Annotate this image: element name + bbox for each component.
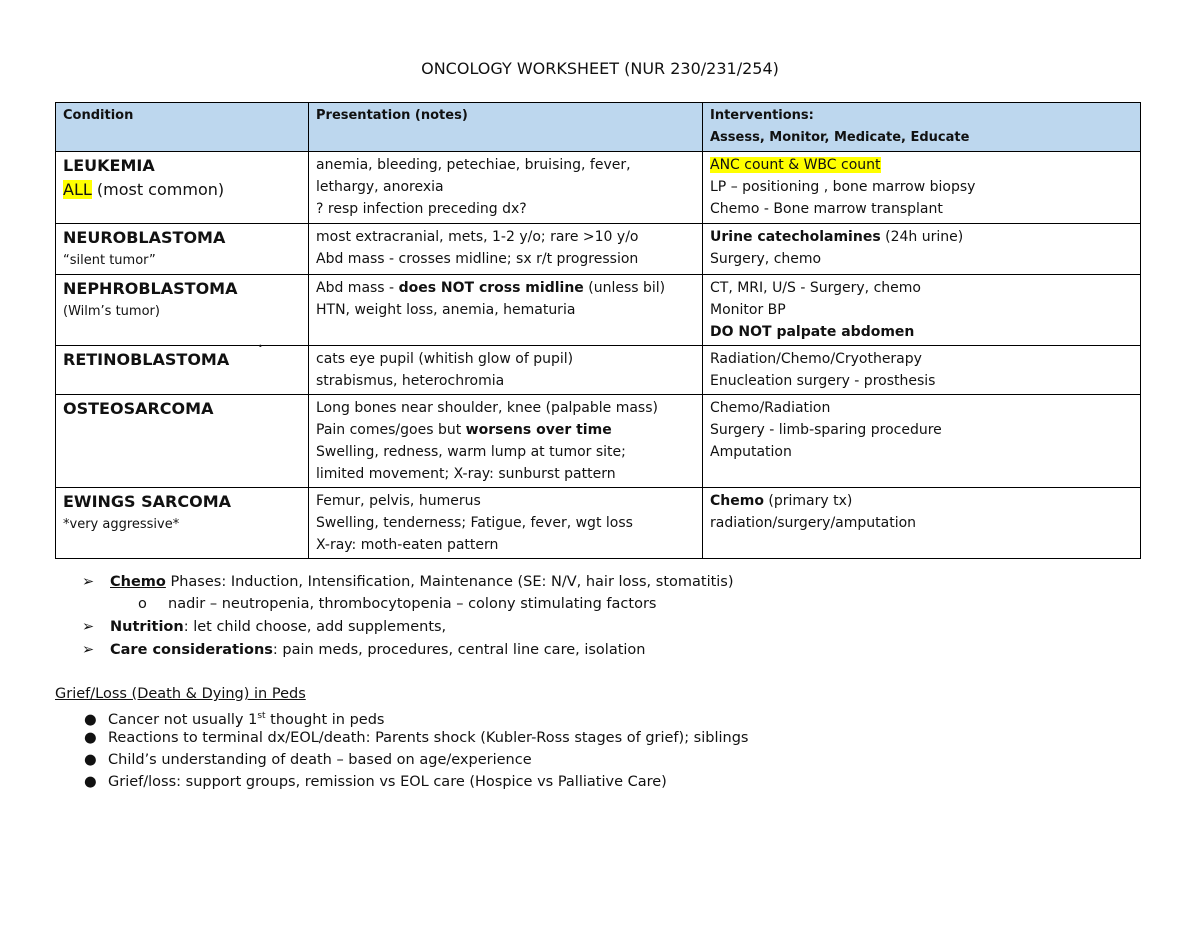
arrow-bullet-icon: ➢: [82, 619, 95, 635]
presentation-line: X-ray: moth-eaten pattern: [316, 537, 499, 553]
presentation-cell: [309, 224, 703, 275]
arrow-bullet-icon: ➢: [82, 642, 95, 658]
arrow-bullet-icon: ➢: [82, 574, 95, 590]
note-chemo: [0, 571, 734, 593]
presentation-line: [316, 277, 695, 299]
presentation-cell: [309, 488, 703, 559]
presentation-line: limited movement; X-ray: sunburst pattern: [316, 466, 616, 482]
intervention-line: Surgery, chemo: [710, 251, 822, 267]
condition-subtitle: *very aggressive*: [63, 517, 180, 532]
presentation-cell: [309, 275, 703, 346]
presentation-cell: [309, 395, 703, 488]
header-interventions-line2: Assess, Monitor, Medicate, Educate: [710, 130, 970, 145]
grief-item: [0, 771, 667, 793]
grief-item: [0, 749, 532, 771]
intervention-line: Chemo - Bone marrow transplant: [710, 201, 943, 217]
grief-text: Child’s understanding of death – based on age/experience: [108, 752, 532, 768]
table-row: [56, 224, 1141, 275]
grief-text: thought in peds: [265, 711, 385, 728]
grief-heading: Grief/Loss (Death & Dying) in Peds: [55, 686, 306, 702]
condition-subtitle: (Wilm’s tumor): [63, 304, 160, 319]
condition-cell: [56, 152, 309, 224]
intervention-line: LP – positioning , bone marrow biopsy: [710, 179, 976, 195]
grief-text: Cancer not usually 1: [108, 711, 258, 728]
presentation-line: ? resp infection preceding dx?: [316, 201, 527, 217]
header-condition: Condition: [56, 103, 309, 152]
bold-text: does NOT cross midline: [398, 280, 584, 296]
condition-name: OSTEOSARCOMA: [63, 399, 214, 418]
table-row: [56, 346, 1141, 395]
condition-subtitle: “silent tumor”: [63, 253, 156, 268]
intervention-line: Radiation/Chemo/Cryotherapy: [710, 351, 922, 367]
disc-bullet-icon: ●: [84, 752, 97, 768]
intervention-line: [710, 226, 1133, 248]
header-interventions-line1: Interventions:: [710, 108, 814, 123]
presentation-cell: [309, 346, 703, 395]
condition-name: RETINOBLASTOMA: [63, 350, 230, 369]
note-text: nadir – neutropenia, thrombocytopenia – colony stimulating factors: [168, 596, 657, 612]
presentation-text: (unless bil): [583, 280, 666, 296]
presentation-line: HTN, weight loss, anemia, hematuria: [316, 302, 576, 318]
presentation-line: lethargy, anorexia: [316, 179, 444, 195]
presentation-line: Femur, pelvis, humerus: [316, 493, 481, 509]
bold-text: Urine catecholamines: [710, 229, 881, 245]
interventions-cell: [703, 224, 1141, 275]
table-row: [56, 488, 1141, 559]
table-row: [56, 395, 1141, 488]
disc-bullet-icon: ●: [84, 774, 97, 790]
condition-name: LEUKEMIA: [63, 156, 155, 175]
intervention-line-bold: DO NOT palpate abdomen: [710, 324, 915, 340]
grief-text: Reactions to terminal dx/EOL/death: Parents shock (Kubler-Ross stages of grief); siblings: [108, 730, 749, 746]
note-text: : pain meds, procedures, central line care, isolation: [272, 642, 646, 658]
grief-item: [0, 727, 748, 749]
intervention-text: (24h urine): [880, 229, 964, 245]
condition-name: NEPHROBLASTOMA: [63, 279, 238, 298]
intervention-line: Monitor BP: [710, 302, 786, 318]
note-nutrition: [0, 616, 446, 638]
interventions-cell: [703, 395, 1141, 488]
note-care: [0, 639, 646, 661]
intervention-line: radiation/surgery/amputation: [710, 515, 917, 531]
condition-cell: [56, 346, 309, 395]
interventions-cell: [703, 346, 1141, 395]
intervention-line: Chemo/Radiation: [710, 400, 831, 416]
bold-text: Chemo: [710, 493, 764, 509]
disc-bullet-icon: ●: [84, 711, 97, 728]
intervention-line: [710, 490, 1133, 512]
note-label: Nutrition: [110, 619, 184, 635]
condition-subtitle: [63, 178, 301, 202]
presentation-line: anemia, bleeding, petechiae, bruising, fever,: [316, 157, 631, 173]
bold-text: worsens over time: [465, 422, 612, 438]
header-presentation: Presentation (notes): [309, 103, 703, 152]
condition-name: NEUROBLASTOMA: [63, 228, 226, 247]
presentation-line: Swelling, tenderness; Fatigue, fever, wgt loss: [316, 515, 633, 531]
presentation-line: [316, 419, 695, 441]
highlighted-text: ANC count & WBC count: [710, 157, 881, 173]
interventions-cell: [703, 488, 1141, 559]
presentation-line: cats eye pupil (whitish glow of pupil): [316, 351, 574, 367]
presentation-line: strabismus, heterochromia: [316, 373, 505, 389]
intervention-line: [710, 154, 1133, 176]
note-label: Care considerations: [110, 642, 273, 658]
presentation-line: most extracranial, mets, 1-2 y/o; rare >10 y/o: [316, 229, 639, 245]
condition-cell: [56, 275, 309, 346]
interventions-cell: [703, 152, 1141, 224]
presentation-line: Long bones near shoulder, knee (palpable mass): [316, 400, 658, 416]
grief-text: Grief/loss: support groups, remission vs EOL care (Hospice vs Palliative Care): [108, 774, 667, 790]
intervention-text: (primary tx): [763, 493, 853, 509]
disc-bullet-icon: ●: [84, 730, 97, 746]
presentation-line: Abd mass - crosses midline; sx r/t progression: [316, 251, 639, 267]
intervention-line: Enucleation surgery - prosthesis: [710, 373, 936, 389]
table-row: [56, 275, 1141, 346]
page-title: ONCOLOGY WORKSHEET (NUR 230/231/254): [421, 59, 779, 78]
stray-dot: •: [258, 342, 263, 351]
note-nadir: [0, 593, 656, 615]
condition-cell: [56, 488, 309, 559]
condition-cell: [56, 395, 309, 488]
table-header-row: [56, 103, 1141, 152]
oncology-table: [55, 102, 1141, 559]
note-text: Phases: Induction, Intensification, Maintenance (SE: N/V, hair loss, stomatitis): [165, 574, 734, 590]
table-row: [56, 152, 1141, 224]
highlighted-text: ALL: [63, 180, 92, 199]
presentation-line: Swelling, redness, warm lump at tumor site;: [316, 444, 626, 460]
grief-superscript: st: [257, 711, 266, 721]
interventions-cell: [703, 275, 1141, 346]
intervention-line: Amputation: [710, 444, 792, 460]
presentation-cell: [309, 152, 703, 224]
note-text: : let child choose, add supplements,: [183, 619, 447, 635]
circle-bullet-icon: o: [138, 596, 147, 612]
intervention-line: CT, MRI, U/S - Surgery, chemo: [710, 280, 921, 296]
intervention-line: Surgery - limb-sparing procedure: [710, 422, 942, 438]
note-label: Chemo: [110, 574, 166, 590]
header-interventions: [703, 103, 1141, 152]
presentation-text: Abd mass -: [316, 280, 399, 296]
presentation-text: Pain comes/goes but: [316, 422, 466, 438]
subtitle-text: (most common): [91, 180, 225, 199]
condition-name: EWINGS SARCOMA: [63, 492, 232, 511]
condition-cell: [56, 224, 309, 275]
